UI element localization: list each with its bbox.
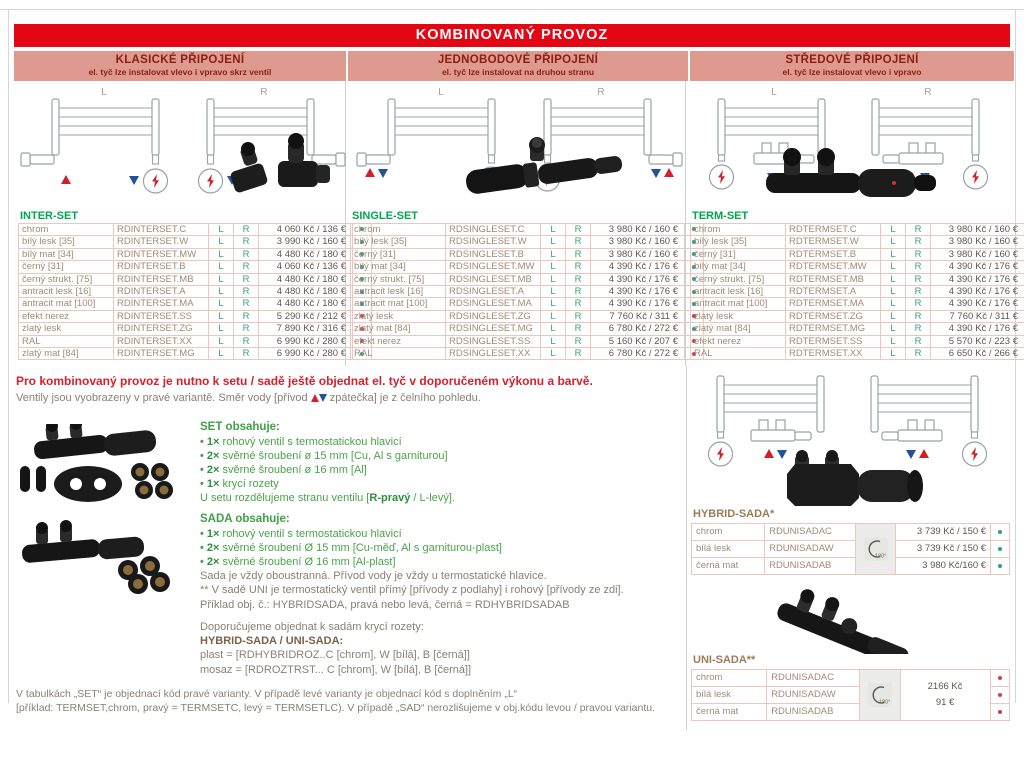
diagram-jednobodove [346,81,685,209]
variant-left: L [881,348,906,360]
order-code: RDSINGLESET.MA [446,298,541,310]
variant-left: L [881,224,906,236]
price: 6 780 Kč / 272 € [591,348,685,360]
arrow-up-icon [311,394,319,402]
variant-right: R [566,298,591,310]
page-title: KOMBINOVANÝ PROVOZ [14,24,1010,47]
order-code: RDUNISADAB [765,558,856,575]
variant-left: L [541,323,566,335]
variant-right: R [234,348,259,360]
table-row [692,524,1010,541]
price: 3 739 Kč / 150 € [896,541,991,558]
set-item: • 2× svěrné šroubení ø 15 mm [Cu, Al s garniturou] [200,449,448,462]
price: 4 390 Kč / 176 € [591,298,685,310]
variant-left: L [881,310,906,322]
color-name: chrom [692,524,765,541]
table-row [19,224,372,236]
stock-dot-cell [990,670,1009,687]
column-jednobodove [346,81,686,366]
sada-item: • 1× rohový ventil s termostatickou hlavicí [200,527,402,540]
variant-right: R [566,323,591,335]
product-photo-sada [16,516,188,594]
variant-left: L [541,273,566,285]
reco-intro: Doporučujeme objednat k sadám krycí rozety: [200,620,424,633]
table-row [351,286,704,298]
variant-left: L [541,310,566,322]
order-code: RDINTERSET.C [114,224,209,236]
reco-title: HYBRID-SADA / UNI-SADA: [200,635,344,648]
stock-dot-icon [998,676,1002,680]
direction-note: Ventily jsou vyobrazeny v pravé variantě. Směr vody [přívod zpátečka] je z čelního pohledu. [16,392,481,405]
price: 3 980 Kč / 160 € [931,248,1024,260]
table-row [691,310,1024,322]
table-row [351,310,704,322]
price: 2166 Kč 91 € [900,670,990,721]
catalog-sheet [14,24,1018,730]
color-name: antracit lesk [16] [691,286,786,298]
price: 3 980 Kč / 160 € [931,224,1024,236]
order-code: RDTERMSET.MG [786,323,881,335]
table-single [350,223,704,360]
variant-left: L [541,298,566,310]
variant-left: L [209,273,234,285]
color-name: černá mat [692,558,765,575]
color-name: chrom [19,224,114,236]
variant-left: L [881,248,906,260]
table-term [690,223,1024,360]
price: 5 570 Kč / 223 € [931,335,1024,347]
color-name: černý [31] [691,248,786,260]
variant-right: R [234,261,259,273]
sada-item: • 2× svěrné šroubení Ø 15 mm [Cu-měď, Al s garniturou-plast] [200,541,502,554]
order-code: RDTERMSET.MW [786,261,881,273]
arrow-down-icon [319,394,327,402]
table-title-hybrid: HYBRID-SADA* [693,508,775,521]
diagram-stredove [686,81,1010,209]
variant-right: R [566,335,591,347]
color-name: RAL [691,348,786,360]
price: 6 780 Kč / 272 € [591,323,685,335]
stock-dot-cell [991,558,1010,575]
price: 4 390 Kč / 176 € [931,261,1024,273]
order-code: RDTERMSET.XX [786,348,881,360]
stock-dot-cell [990,704,1009,721]
variant-right: R [234,236,259,248]
order-code: RDSINGLESET.MG [446,323,541,335]
order-code: RDSINGLESET.A [446,286,541,298]
table-row [19,286,372,298]
radiator-diagram-classic [14,81,346,209]
color-name: efekt nerez [691,335,786,347]
table-row [691,224,1024,236]
table-row [691,286,1024,298]
variant-left: L [881,273,906,285]
table-title-inter: INTER-SET [20,210,79,222]
variant-right: R [566,261,591,273]
price: 3 990 Kč / 160 € [259,236,353,248]
color-name: bílý lesk [35] [19,236,114,248]
variant-left: L [881,286,906,298]
table-hybrid [691,523,1010,575]
table-row [692,541,1010,558]
table-row [19,323,372,335]
table-row [19,335,372,347]
order-code: RDTERMSET.B [786,248,881,260]
notes-area [14,366,686,730]
color-name: černý strukt. [75] [19,273,114,285]
product-photo-hybrid [787,450,923,506]
price: 4 390 Kč / 176 € [931,273,1024,285]
set-description: SET obsahuje: • 1× rohový ventil s termostatickou hlavicí • 2× svěrné šroubení ø 15 mm [Cu, Al s garniturou] • 2× svěrné šroubení ø 16 mm [Al] • 1× krycí rozety U setu rozdělujeme stranu ventilu [R-pravý / L-levý]. [200,420,686,505]
color-name: antracit lesk [16] [351,286,446,298]
price: 4 390 Kč / 176 € [591,273,685,285]
rotation-180-icon [859,670,900,721]
color-name: bílý lesk [35] [691,236,786,248]
color-name: bílá lesk [692,541,765,558]
color-name: zlatý mat [84] [351,323,446,335]
svg-text:R: R [260,87,268,98]
table-row [351,261,704,273]
variant-left: L [209,310,234,322]
product-photo-inter [229,133,330,194]
color-name: efekt nerez [351,335,446,347]
order-code: RDUNISADAB [767,704,859,721]
table-row [351,248,704,260]
stock-dot-icon [998,547,1002,551]
variant-right: R [906,348,931,360]
order-code: RDINTERSET.MG [114,348,209,360]
set-item: • 2× svěrné šroubení ø 16 mm [Al] [200,464,367,477]
price: 3 980 Kč / 160 € [591,236,685,248]
set-item: • 1× krycí rozety [200,478,279,491]
variant-right: R [906,273,931,285]
order-code: RDINTERSET.MB [114,273,209,285]
table-row [351,224,704,236]
price: 5 290 Kč / 212 € [259,310,353,322]
set-item: • 1× rohový ventil s termostatickou hlavicí [200,435,402,448]
order-code: RDINTERSET.SS [114,310,209,322]
color-name: bílá lesk [692,687,767,704]
price: 4 060 Kč / 136 € [259,261,353,273]
color-name: zlatý lesk [19,323,114,335]
variant-right: R [906,323,931,335]
svg-text:L: L [771,87,777,98]
svg-text:L: L [101,87,107,98]
order-code: RDINTERSET.B [114,261,209,273]
price: 4 480 Kč / 180 € [259,273,353,285]
order-code: RDTERMSET.MA [786,298,881,310]
price: 4 390 Kč / 176 € [931,298,1024,310]
order-code: RDINTERSET.MW [114,248,209,260]
header-klasicke: KLASICKÉ PŘIPOJENÍ el. tyč lze instalovat vlevo i vpravo skrz ventil [14,51,346,81]
brass-caps [118,556,170,594]
price: 6 990 Kč / 280 € [259,335,353,347]
order-code: RDTERMSET.MB [786,273,881,285]
color-name: bílý mat [34] [19,248,114,260]
price: 7 890 Kč / 316 € [259,323,353,335]
variant-right: R [234,335,259,347]
table-row [691,323,1024,335]
reco-line: mosaz = [RDROZTRST... C [chrom], W [bílá], B [černá]] [200,663,472,676]
variant-right: R [566,224,591,236]
variant-left: L [209,286,234,298]
order-code: RDUNISADAC [765,524,856,541]
variant-left: L [209,348,234,360]
table-row [691,261,1024,273]
variant-right: R [234,273,259,285]
price: 4 480 Kč / 180 € [259,298,353,310]
variant-right: R [234,248,259,260]
svg-text:R: R [924,87,932,98]
variant-right: R [906,248,931,260]
order-code: RDSINGLESET.SS [446,335,541,347]
table-row [351,335,704,347]
table-row [691,348,1024,360]
sada-column [686,366,1010,730]
color-name: antracit mat [100] [691,298,786,310]
variant-left: L [541,286,566,298]
color-name: antracit lesk [16] [19,286,114,298]
order-code: RDINTERSET.ZG [114,323,209,335]
radiator-diagram-central [686,81,1010,209]
table-uni [691,669,1010,721]
table-row [19,310,372,322]
variant-left: L [209,261,234,273]
variant-left: L [881,261,906,273]
price: 3 980 Kč / 160 € [931,236,1024,248]
color-name: zlatý lesk [691,310,786,322]
color-name: zlatý mat [84] [691,323,786,335]
variant-right: R [234,310,259,322]
variant-right: R [906,236,931,248]
price: 7 760 Kč / 311 € [931,310,1024,322]
color-name: antracit mat [100] [351,298,446,310]
price: 4 390 Kč / 176 € [591,261,685,273]
table-row [19,261,372,273]
warning-text: Pro kombinovaný provoz je nutno k setu / sadě ještě objednat el. tyč v doporučeném výkonu a barvě. [16,374,593,389]
order-code: RDTERMSET.W [786,236,881,248]
left-edge-line [8,9,9,703]
variant-right: R [566,236,591,248]
table-row [692,558,1010,575]
color-name: bílý lesk [35] [351,236,446,248]
variant-left: L [209,298,234,310]
stock-dot-icon [998,530,1002,534]
color-name: chrom [692,670,767,687]
sada-note: Sada je vždy oboustranná. Přívod vody je vždy u termostatické hlavice. [200,570,547,583]
variant-left: L [541,335,566,347]
rotation-180-icon [855,524,895,575]
variant-right: R [566,348,591,360]
table-row [691,335,1024,347]
color-name: efekt nerez [19,310,114,322]
table-row [19,273,372,285]
stock-dot-icon [998,710,1002,714]
variant-left: L [541,224,566,236]
svg-text:L: L [438,87,444,98]
footnote: V tabulkách „SET“ je objednací kód pravé varianty. V případě levé varianty je objednací kód s doplněním „L“ [příklad: TERMSET,chrom, pravý = TERMSETC, levý = TERMSETLC). V případě „SAD“ nerozlišujeme v obj.kódu levou / pravou variantu. [16,688,655,714]
order-code: RDTERMSET.SS [786,335,881,347]
price: 7 760 Kč / 311 € [591,310,685,322]
order-code: RDSINGLESET.MW [446,261,541,273]
variant-left: L [541,261,566,273]
sada-description: SADA obsahuje: • 1× rohový ventil s termostatickou hlavicí • 2× svěrné šroubení Ø 15 mm [Cu-měď, Al s garniturou-plast] • 2× svěrné šroubení Ø 16 mm [Al-plast] Sada je vždy oboustranná. Přívod vody je vždy u termostatické hlavice. ** V sadě UNI je termostatický ventil přímý [přívody z podlahy] i rohový [přívody ze zdi]. Příklad obj. č.: HYBRIDSADA, pravá nebo levá, černá = RDHYBRIDSADAB Doporučujeme objednat k sadám krycí rozety: HYBRID-SADA / UNI-SADA: plast = [RDHYBRIDROZ..C [chrom], W [bílá], B [černá]] mosaz = [RDROZTRST... C [chrom], W [bílá], B [černá]] [200,512,686,676]
set-footer: U setu rozdělujeme stranu ventilu [R-pravý / L-levý]. [200,492,455,505]
radiator-diagram-single [346,81,686,209]
variant-left: L [209,335,234,347]
price: 3 980 Kč / 160 € [591,224,685,236]
sada-note: ** V sadě UNI je termostatický ventil přímý [přívody z podlahy] i rohový [přívody ze zdi]. [200,584,624,597]
order-code: RDTERMSET.C [786,224,881,236]
table-row [351,348,704,360]
price: 3 980 Kč / 160 € [591,248,685,260]
header-stredove: STŘEDOVÉ PŘIPOJENÍ el. tyč lze instalovat vlevo i vpravo [690,51,1014,81]
color-name: černý [31] [19,261,114,273]
table-row [19,236,372,248]
variant-right: R [906,224,931,236]
stock-dot-icon [998,693,1002,697]
variant-left: L [881,335,906,347]
variant-left: L [541,248,566,260]
price: 3 739 Kč / 150 € [896,524,991,541]
table-row [351,323,704,335]
table-title-single: SINGLE-SET [352,210,419,222]
variant-right: R [566,273,591,285]
price: 6 650 Kč / 266 € [931,348,1024,360]
order-code: RDSINGLESET.C [446,224,541,236]
diagram-klasicke [14,81,345,209]
table-inter [18,223,372,360]
order-code: RDTERMSET.A [786,286,881,298]
price: 4 480 Kč / 180 € [259,248,353,260]
stock-dot-cell [991,541,1010,558]
table-title-term: TERM-SET [692,210,749,222]
variant-right: R [566,286,591,298]
order-code: RDSINGLESET.ZG [446,310,541,322]
table-row [351,298,704,310]
color-name: RAL [19,335,114,347]
order-code: RDUNISADAW [767,687,859,704]
reco-line: plast = [RDHYBRIDROZ..C [chrom], W [bílá], B [černá]] [200,649,470,662]
order-code: RDSINGLESET.W [446,236,541,248]
product-photo-set [16,424,188,510]
svg-text:R: R [597,87,605,98]
variant-right: R [566,248,591,260]
order-code: RDUNISADAW [765,541,856,558]
variant-right: R [234,323,259,335]
table-row [351,273,704,285]
radiator-diagram-hybrid [687,368,1010,510]
color-name: černý strukt. [75] [691,273,786,285]
variant-left: L [209,224,234,236]
table-row [351,236,704,248]
variant-left: L [541,348,566,360]
order-code: RDINTERSET.A [114,286,209,298]
order-code: RDINTERSET.MA [114,298,209,310]
price: 4 060 Kč / 136 € [259,224,353,236]
variant-right: R [906,286,931,298]
variant-right: R [234,286,259,298]
order-code: RDSINGLESET.MB [446,273,541,285]
brass-caps [131,463,173,499]
variant-left: L [209,248,234,260]
color-name: černá mat [692,704,767,721]
stock-dot-icon [998,564,1002,568]
variant-right: R [566,310,591,322]
variant-right: R [906,310,931,322]
table-row [19,248,372,260]
table-row [691,236,1024,248]
order-code: RDSINGLESET.XX [446,348,541,360]
price: 3 980 Kč/160 € [896,558,991,575]
table-row [692,670,1010,687]
column-klasicke [14,81,346,366]
product-photo-uni [687,580,1010,654]
price: 5 160 Kč / 207 € [591,335,685,347]
variant-right: R [906,335,931,347]
color-name: bílý mat [34] [691,261,786,273]
variant-right: R [234,224,259,236]
order-code: RDINTERSET.W [114,236,209,248]
color-name: zlatý lesk [351,310,446,322]
table-row [691,298,1024,310]
color-name: antracit mat [100] [19,298,114,310]
table-row [691,248,1024,260]
header-jednobodove: JEDNOBODOVÉ PŘIPOJENÍ el. tyč lze instalovat na druhou stranu [348,51,688,81]
order-code: RDSINGLESET.B [446,248,541,260]
price: 4 480 Kč / 180 € [259,286,353,298]
color-name: zlatý mat [84] [19,348,114,360]
order-code: RDTERMSET.ZG [786,310,881,322]
sada-note: Příklad obj. č.: HYBRIDSADA, pravá nebo levá, černá = RDHYBRIDSADAB [200,598,570,611]
color-name: černý strukt. [75] [351,273,446,285]
stock-dot-cell [991,524,1010,541]
variant-left: L [881,236,906,248]
variant-right: R [234,298,259,310]
price: 4 390 Kč / 176 € [931,323,1024,335]
sada-item: • 2× svěrné šroubení Ø 16 mm [Al-plast] [200,556,396,569]
variant-left: L [881,323,906,335]
color-name: bílý mat [34] [351,261,446,273]
variant-left: L [209,323,234,335]
order-code: RDUNISADAC [767,670,859,687]
stock-dot-cell [990,687,1009,704]
variant-right: R [906,298,931,310]
variant-left: L [209,236,234,248]
color-name: černý [31] [351,248,446,260]
color-name: chrom [351,224,446,236]
price: 4 390 Kč / 176 € [591,286,685,298]
top-divider [0,9,1024,10]
table-row [19,348,372,360]
color-name: RAL [351,348,446,360]
table-row [19,298,372,310]
column-stredove [686,81,1018,366]
color-name: chrom [691,224,786,236]
table-row [691,273,1024,285]
variant-left: L [881,298,906,310]
variant-left: L [541,236,566,248]
table-title-uni: UNI-SADA** [693,654,756,667]
price: 6 990 Kč / 280 € [259,348,353,360]
price: 4 390 Kč / 176 € [931,286,1024,298]
variant-right: R [906,261,931,273]
section-headers [14,51,1010,81]
order-code: RDINTERSET.XX [114,335,209,347]
